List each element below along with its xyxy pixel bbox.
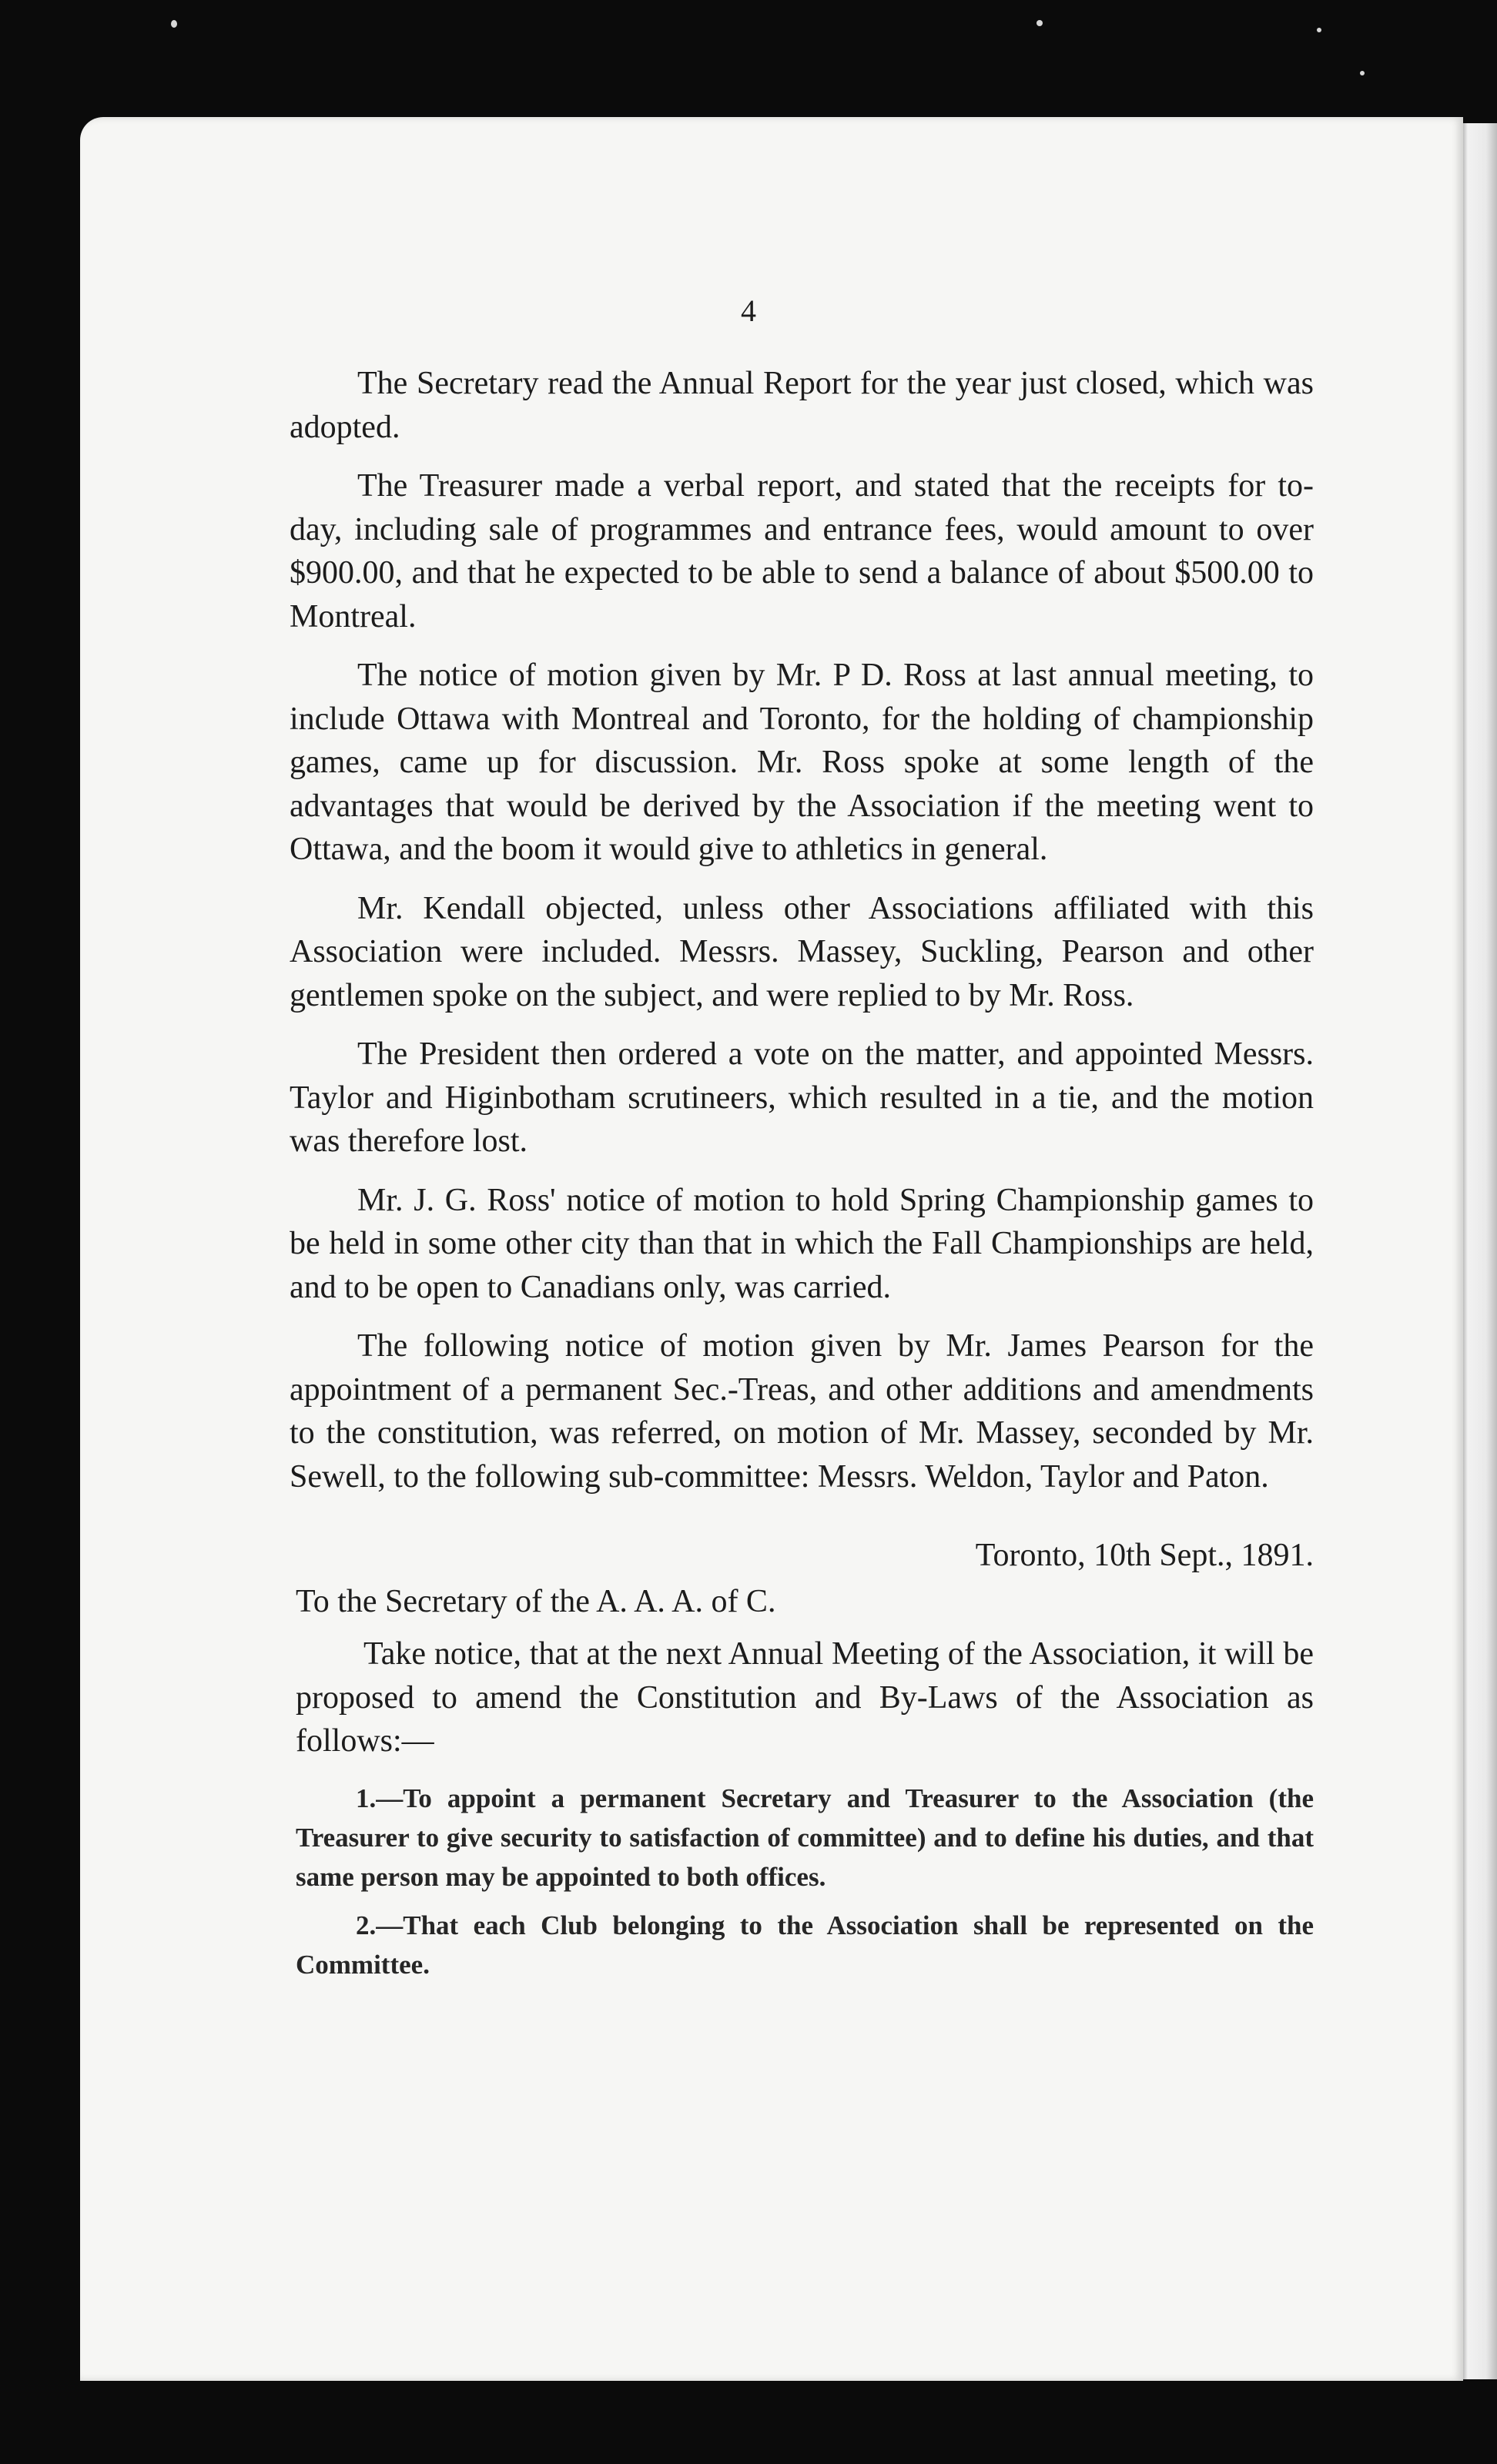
notice-body: Take notice, that at the next Annual Meeting of the Association, it will be proposed to amend the Constitution and By-Laws of the Association as follows:— xyxy=(296,1636,1314,1759)
minutes-paragraph: Mr. J. G. Ross' notice of motion to hold Spring Championship games to be held in some other city than that in which the Fall Championships are held, and to be open to Canadians only, was carried. xyxy=(290,1182,1314,1305)
minutes-paragraph: The Treasurer made a verbal report, and stated that the receipts for to-day, including sale of programmes and entrance fees, would amount to over $900.00, and that he expected to be able to send a balance of about $500.00 to Montreal. xyxy=(290,468,1314,634)
amendment-text: To appoint a permanent Secretary and Treasurer to the Association (the Treasurer to give security to satisfaction of committee) and to define his duties, and that same person may be appointed to both offices. xyxy=(296,1783,1314,1892)
amendment-item xyxy=(296,1779,1314,1897)
notice-dateline: Toronto, 10th Sept., 1891. xyxy=(975,1538,1314,1573)
scan-speck xyxy=(1317,28,1321,32)
scan-speck xyxy=(171,20,177,28)
minutes-paragraph: The Secretary read the Annual Report for the year just closed, which was adopted. xyxy=(290,366,1314,445)
minutes-paragraph: The following notice of motion given by Mr. James Pearson for the appointment of a permanent Sec.-Treas, and other additions and amendments to the constitution, was referred, on motion of Mr. Massey, seconded by Mr. Sewell, to the following sub-committee: Messrs. Weldon, Taylor and Paton. xyxy=(290,1328,1314,1495)
document-body xyxy=(290,362,1314,1994)
notice-salutation: To the Secretary of the A. A. A. of C. xyxy=(296,1584,776,1619)
scan-speck xyxy=(1360,71,1365,75)
amendment-number: 1.— xyxy=(356,1783,404,1813)
amendment-number: 2.— xyxy=(356,1910,404,1940)
minutes-paragraph: The President then ordered a vote on the matter, and appointed Messrs. Taylor and Higinbotham scrutineers, which resulted in a tie, and the motion was therefore lost. xyxy=(290,1036,1314,1159)
notice-of-motion xyxy=(290,1534,1314,1984)
minutes-paragraph: The notice of motion given by Mr. P D. Ross at last annual meeting, to include Ottawa with Montreal and Toronto, for the holding of championship games, came up for discussion. Mr. Ross spoke at some length of the advantages that would be derived by the Association if the meeting went to Ottawa, and the boom it would give to athletics in general. xyxy=(290,658,1314,867)
next-page-edge xyxy=(1463,123,1497,2379)
page-number: 4 xyxy=(741,293,756,328)
minutes-paragraph: Mr. Kendall objected, unless other Associations affiliated with this Association were included. Messrs. Massey, Suckling, Pearson and other gentlemen spoke on the subject, and were replied to by Mr. Ross. xyxy=(290,890,1314,1013)
scan-speck xyxy=(1037,20,1043,26)
amendment-text: That each Club belonging to the Association shall be represented on the Committee. xyxy=(296,1910,1314,1980)
amendment-item xyxy=(296,1906,1314,1984)
